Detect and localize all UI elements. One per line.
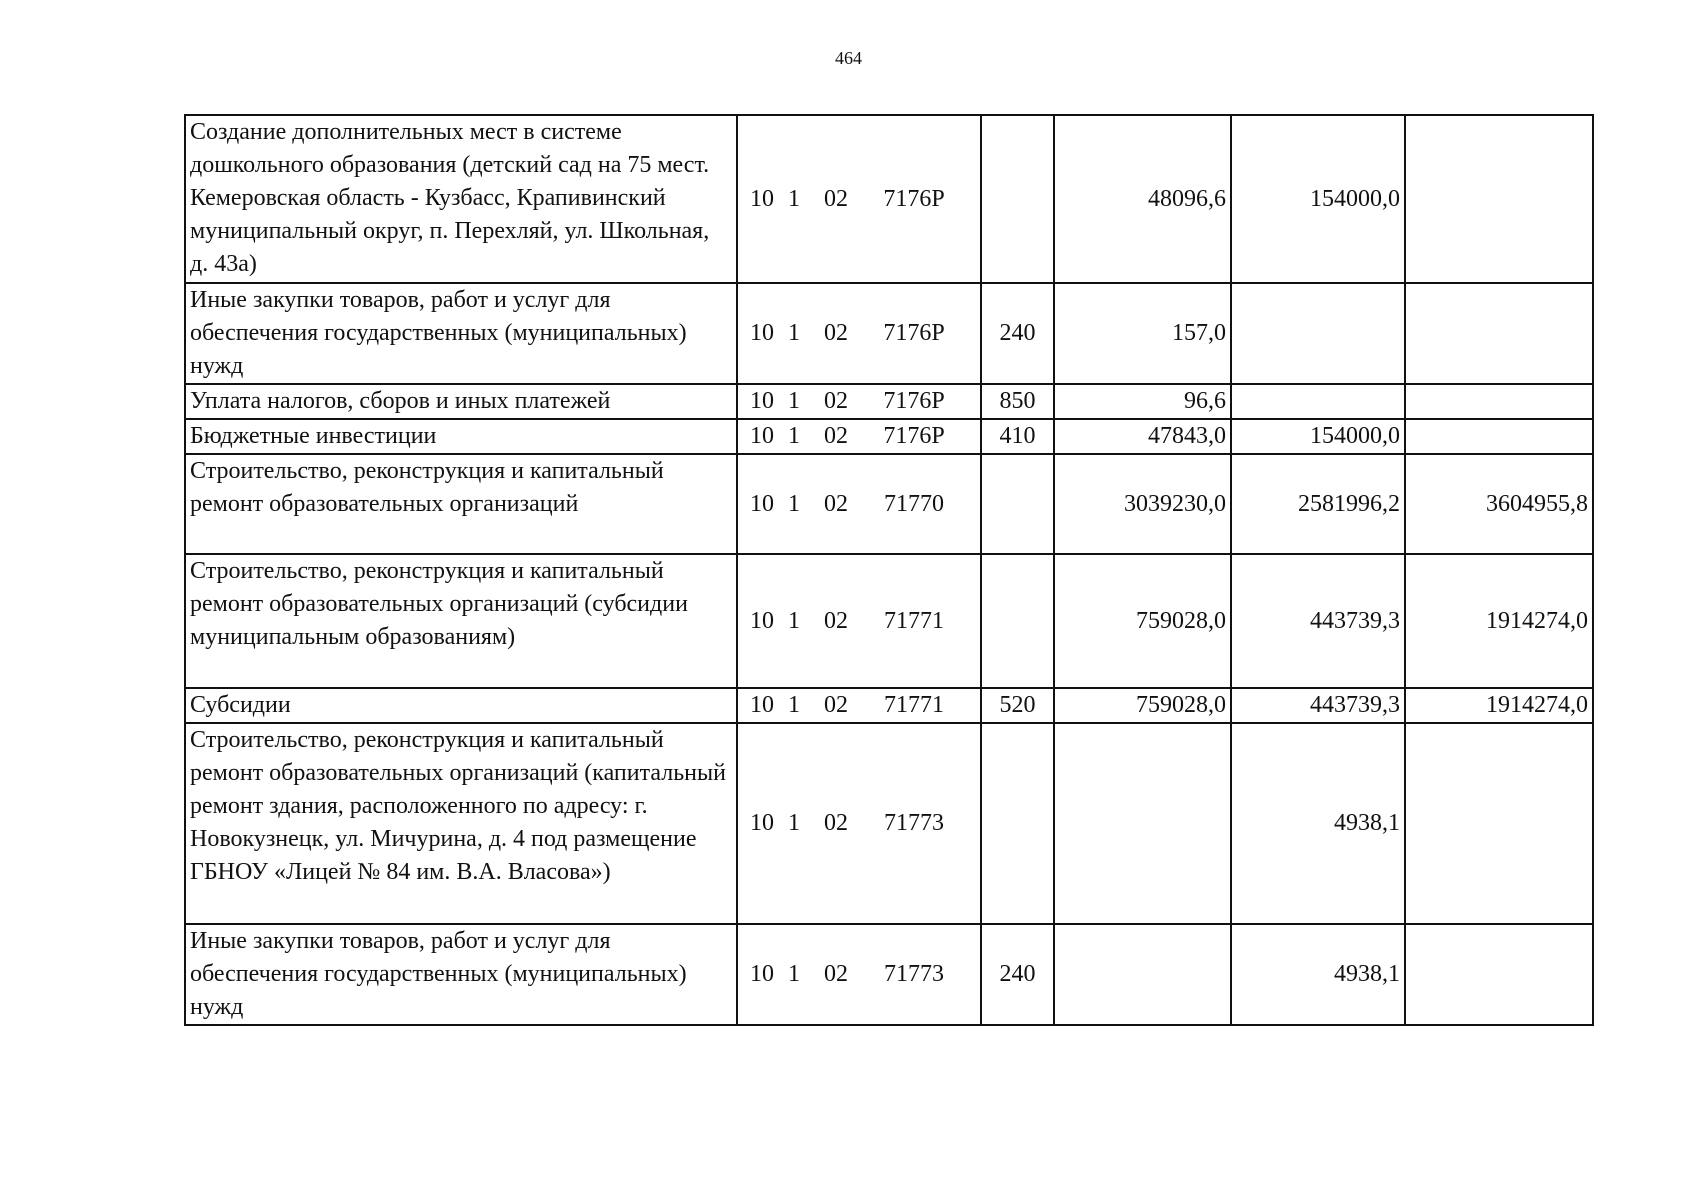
table-row [185, 384, 1593, 419]
amount-year-2: 2581996,2 [1231, 454, 1405, 554]
table-row [185, 454, 1593, 554]
code-group: 02 [824, 692, 848, 718]
amount-year-2: 4938,1 [1231, 924, 1405, 1025]
classification-code [737, 115, 981, 283]
code-subsection: 1 [788, 490, 800, 517]
amount-year-3 [1405, 419, 1593, 454]
code-article: 71773 [884, 961, 944, 987]
amount-year-1: 3039230,0 [1054, 454, 1231, 554]
code-subsection: 1 [788, 388, 800, 414]
expense-type: 240 [981, 924, 1054, 1025]
row-name: Создание дополнительных мест в системе дошкольного образования (детский сад на 75 мест. Кемеровская область - Кузбасс, Крапивинский муниципальный округ, п. Перехляй, ул. Школьная, д. 43а) [185, 115, 737, 283]
amount-year-3: 3604955,8 [1405, 454, 1593, 554]
code-group: 02 [824, 320, 848, 346]
code-section: 10 [750, 185, 774, 212]
code-group: 02 [824, 810, 848, 836]
table-row [185, 419, 1593, 454]
code-section: 10 [750, 423, 774, 449]
code-group: 02 [824, 490, 848, 517]
code-article: 7176Р [883, 423, 945, 449]
code-article: 71771 [884, 607, 944, 634]
amount-year-3: 1914274,0 [1405, 688, 1593, 723]
code-subsection: 1 [788, 320, 800, 346]
classification-code [737, 384, 981, 419]
amount-year-1: 759028,0 [1054, 554, 1231, 688]
expense-type: 520 [981, 688, 1054, 723]
row-name: Строительство, реконструкция и капитальный ремонт образовательных организаций (субсидии муниципальным образованиям) [185, 554, 737, 688]
amount-year-2: 154000,0 [1231, 115, 1405, 283]
code-subsection: 1 [788, 423, 800, 449]
budget-table [184, 114, 1594, 1026]
code-article: 71773 [884, 810, 944, 836]
expense-type [981, 554, 1054, 688]
code-article: 71770 [884, 490, 944, 517]
code-section: 10 [750, 692, 774, 718]
expense-type [981, 115, 1054, 283]
code-subsection: 1 [788, 607, 800, 634]
amount-year-2: 4938,1 [1231, 723, 1405, 924]
expense-type: 410 [981, 419, 1054, 454]
amount-year-2: 154000,0 [1231, 419, 1405, 454]
classification-code [737, 723, 981, 924]
amount-year-1 [1054, 723, 1231, 924]
code-group: 02 [824, 423, 848, 449]
table-row [185, 115, 1593, 283]
amount-year-3: 1914274,0 [1405, 554, 1593, 688]
amount-year-1: 157,0 [1054, 283, 1231, 384]
classification-code [737, 554, 981, 688]
row-name: Уплата налогов, сборов и иных платежей [185, 384, 737, 419]
table-row [185, 924, 1593, 1025]
code-section: 10 [750, 320, 774, 346]
code-section: 10 [750, 490, 774, 517]
amount-year-2 [1231, 384, 1405, 419]
code-article: 7176Р [883, 185, 945, 212]
classification-code [737, 419, 981, 454]
expense-type [981, 454, 1054, 554]
amount-year-3 [1405, 283, 1593, 384]
row-name: Бюджетные инвестиции [185, 419, 737, 454]
code-subsection: 1 [788, 692, 800, 718]
amount-year-1: 48096,6 [1054, 115, 1231, 283]
expense-type [981, 723, 1054, 924]
amount-year-3 [1405, 924, 1593, 1025]
amount-year-2: 443739,3 [1231, 554, 1405, 688]
code-section: 10 [750, 607, 774, 634]
classification-code [737, 454, 981, 554]
classification-code [737, 688, 981, 723]
code-article: 71771 [884, 692, 944, 718]
code-group: 02 [824, 388, 848, 414]
code-group: 02 [824, 185, 848, 212]
expense-type: 240 [981, 283, 1054, 384]
table-row [185, 688, 1593, 723]
code-article: 7176Р [883, 388, 945, 414]
row-name: Строительство, реконструкция и капитальный ремонт образовательных организаций [185, 454, 737, 554]
amount-year-1: 47843,0 [1054, 419, 1231, 454]
code-section: 10 [750, 388, 774, 414]
code-section: 10 [750, 810, 774, 836]
row-name: Субсидии [185, 688, 737, 723]
row-name: Иные закупки товаров, работ и услуг для обеспечения государственных (муниципальных) нужд [185, 924, 737, 1025]
amount-year-3 [1405, 723, 1593, 924]
page-number: 464 [835, 48, 862, 68]
table-row [185, 554, 1593, 688]
expense-type: 850 [981, 384, 1054, 419]
amount-year-1: 759028,0 [1054, 688, 1231, 723]
amount-year-2: 443739,3 [1231, 688, 1405, 723]
classification-code [737, 283, 981, 384]
code-subsection: 1 [788, 810, 800, 836]
amount-year-1: 96,6 [1054, 384, 1231, 419]
code-group: 02 [824, 607, 848, 634]
code-subsection: 1 [788, 185, 800, 212]
code-article: 7176Р [883, 320, 945, 346]
table-row [185, 723, 1593, 924]
amount-year-2 [1231, 283, 1405, 384]
code-group: 02 [824, 961, 848, 987]
amount-year-3 [1405, 115, 1593, 283]
code-subsection: 1 [788, 961, 800, 987]
row-name: Иные закупки товаров, работ и услуг для обеспечения государственных (муниципальных) нужд [185, 283, 737, 384]
row-name: Строительство, реконструкция и капитальный ремонт образовательных организаций (капитальный ремонт здания, расположенного по адресу: г. Новокузнецк, ул. Мичурина, д. 4 под размещение ГБНОУ «Лицей № 84 им. В.А. Власова») [185, 723, 737, 924]
code-section: 10 [750, 961, 774, 987]
amount-year-3 [1405, 384, 1593, 419]
classification-code [737, 924, 981, 1025]
table-row [185, 283, 1593, 384]
amount-year-1 [1054, 924, 1231, 1025]
